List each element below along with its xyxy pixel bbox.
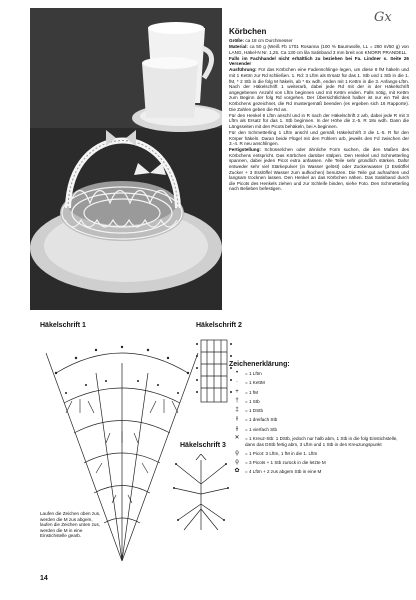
legend-item [229,399,409,405]
slip-stitch-icon: · [236,379,238,386]
legend-title: Zeichenerklärung: [229,361,290,368]
paragraph-lead: Material: [229,44,248,50]
paragraph-text: Für den Schmetterling 1 Lftm anschl und gemäß Häkelschrift 3 die 1.-5. R für den Körper häkeln. Daran beide Flügel mit den Fühlern arb, jeweils den Fd zwischen der 3.-4. R neu anschlingen. [229,130,409,147]
legend [229,361,409,479]
paragraph-text: Schüsselchen oder ähnliche Form suchen, die den Maßen des Körbchens entspricht. Das Körbchen darüber stülpen. Den Henkel und Schmetterling spannen, dabei jeden Picot extra anfassen. Alle Teile sehr gründlich stärken. Dafür entweder sehr viel Stärkepulver (in Wasser gelöst) oder Zuckerwasser (3 Esslöffel Zucker + 3 Esslöffel Wasser zum aufkochen) benutzen. Die Teile gut aufrauhten und langsam trocknen lassen. Den Henkel an das Körbchen nähen. Das Satinband durch die Picots des Henkels ziehen und zur Schleife binden, siehe Foto. Den Schmetterling nach Belieben befestigen. [229,147,409,192]
article-body [229,38,409,192]
legend-text: = 3 Picots + 1 Stb zurück in die letzte M [245,460,326,466]
paragraph-lead: Fertigstellung: [229,147,261,153]
chart-3-title: Häkelschrift 3 [180,442,226,449]
chart-2-title: Häkelschrift 2 [196,322,242,329]
crochet-chart-3-diagram [170,454,232,536]
paragraph-instructions [229,67,409,112]
legend-text: = 1 KettM [245,380,265,386]
quadruple-treble-icon: ⫳ [235,425,239,432]
legend-text: = 1 fM [245,389,258,395]
crochet-chart-3 [170,454,232,541]
legend-item [229,380,409,386]
paragraph-supplier [229,56,409,67]
paragraph-lead: Größe: [229,38,245,43]
legend-item [229,436,409,447]
paragraph-material [229,44,409,55]
legend-item [229,408,409,414]
page-number: 14 [40,575,48,582]
basket-photo-illustration [30,8,222,310]
legend-item [229,427,409,433]
legend-text: = 1 Picot: 3 Lftm, 1 fM in die 1. Lftm [245,450,318,456]
double-crochet-icon: † [235,397,239,404]
paragraph-text: Für den Henkel 8 Lftm anschl und in R nach der Häkelschrift 2 arb, dabei jede R mit 3 Lftm als Ersatz für das 1. Stb beginnen. In der Höhe die 2.-5. R 18x wdh. Dann die Längsseiten mit den Picots behäkeln, bei A beginnen. [229,112,409,129]
paragraph-text: ca 50 g (Weiß Fb 1701 Rosanna (100 % Baumwolle, LL = 280 m/50 g) von LANG, Häkel-N Nr. 1,25. Ca 130 cm lila Satinband 3 mm breit von KNORR PRANDELL [229,44,409,55]
legend-item [229,390,409,396]
single-crochet-icon: + [235,388,239,395]
article-title: Körbchen [229,27,267,36]
paragraph-handle [229,113,409,130]
legend-item [229,460,409,466]
chart-reading-note: Laufen die Zeichen oben zus, werden die M zus abgem, laufen die Zeichen unten zus, werden die M in eine Einstichstelle gearb. [40,511,101,539]
paragraph-lead: Falls im Fachhandel nicht erhältlich zu beziehen bei Fa. Lindner s. Seite 26 Versender [229,55,409,67]
legend-text: = 1 Lftm [245,371,262,376]
paragraph-lead: Ausführung: [229,67,257,73]
paragraph-size [229,38,409,44]
cross-stitch-icon: ✕ [234,434,240,441]
picot-icon: ϙ [235,449,239,456]
triple-treble-icon: ⫲ [236,416,238,423]
paragraph-butterfly [229,130,409,147]
basket-photo [30,8,222,310]
legend-text: = 1 DStb [245,408,264,414]
chain-stitch-icon: • [235,370,239,376]
triple-picot-icon: ϙ [235,459,239,466]
legend-item [229,451,409,457]
paragraph-finishing [229,147,409,192]
paragraph-text: ca 18 cm Durchmesser [244,38,293,43]
legend-item [229,371,409,377]
cluster-icon: ✿ [234,468,240,475]
chart-1-title: Häkelschrift 1 [40,322,86,329]
legend-text: = 1 Kreuz-Stb: 1 DStb, jedoch nur halb abm, 1 Stb in die folg Einstichstelle, dann das DStb fertig abm, 3 Lftm und 1 Stb in den Kreuzungspunkt [245,435,398,447]
treble-crochet-icon: ‡ [235,407,239,414]
legend-text: = 1 Stb [245,398,260,404]
legend-item [229,469,409,475]
legend-text: = 1 dreifach Stb [245,417,278,423]
legend-text: = 1 vierfach Stb [245,426,278,432]
paragraph-text: Für das Körbchen eine Fadenschlinge legen, um diese 8 fM häkeln und mit 1 Kettm zur Rd schließen. 1. Rd: 3 Lftm als Ersatz für das 1. Stb und 1 Stb in die 1. fM, * 2 Stb in die folg M häkeln, ab * 6x wdh, enden mit 1 Kettm in die 3. Anfangs-Lftm. Nach der Häkelschrift 1 weiterarb, dabei jede Rd mit der in der Häkelschrift angegebenen Anzahl von Lftm beginnen und mit Kettm enden. Falls nötig, mit Kettm zum Beginn der folg Rd vorgehen. Der Übersichtlichkeit halber ist nur ein Teil des Körbchens gezeichnet, die Rd mustergemäß beenden (es ergeben sich 16 Rapporte). Die Zahlen geben die Rd an. [229,67,409,112]
legend-item [229,417,409,423]
handwritten-mark: Gx [374,10,392,25]
legend-text: = 4 Lftm + 2 zus abgem Stb in eine M [245,469,322,475]
article-column [229,27,409,193]
